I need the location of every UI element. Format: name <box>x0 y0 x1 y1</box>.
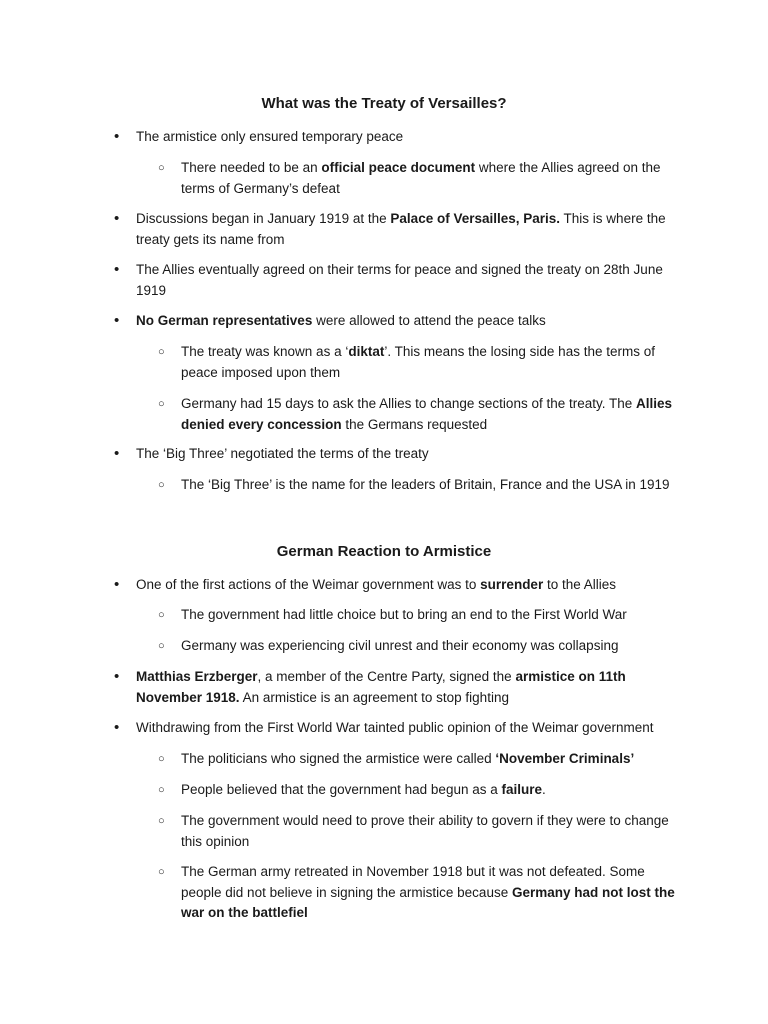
sub-bullet-item <box>158 862 686 924</box>
bold-text-run: surrender <box>480 577 544 592</box>
bullet-text <box>136 313 546 328</box>
sub-bullet-text <box>181 344 655 380</box>
sub-bullet-marker: ○ <box>158 479 165 491</box>
text-run: The armistice only ensured temporary peace <box>136 129 404 144</box>
sub-bullet-item <box>158 394 686 435</box>
sub-bullet-text <box>181 607 627 622</box>
text-run: , a member of the Centre Party, signed the <box>257 669 516 684</box>
bullet-item <box>114 575 691 596</box>
bold-text-run: ‘November Criminals’ <box>495 751 635 766</box>
sub-bullet-marker: ○ <box>158 784 165 796</box>
sub-bullet-marker: ○ <box>158 609 165 621</box>
bullet-marker: • <box>114 719 120 736</box>
sub-bullet-text <box>181 782 546 797</box>
text-run: An armistice is an agreement to stop fighting <box>239 689 509 705</box>
sub-bullet-item <box>158 342 686 383</box>
bold-text-run: armistice on 11th November 1918. <box>136 669 626 705</box>
bullet-item <box>114 209 691 250</box>
bold-text-run: failure <box>501 782 543 797</box>
sub-bullet-marker: ○ <box>158 640 165 652</box>
sub-bullet-text <box>181 160 661 196</box>
bullet-text <box>136 720 653 735</box>
text-run: The Allies eventually agreed on their terms for peace and signed the treaty on 28th June 1919 <box>136 262 663 298</box>
sub-bullet-marker: ○ <box>158 866 165 878</box>
sub-bullet-marker: ○ <box>158 398 165 410</box>
sub-bullet-marker: ○ <box>158 346 165 358</box>
text-run: Withdrawing from the First World War tainted public opinion of the Weimar government <box>136 720 654 735</box>
sub-bullet-item <box>158 749 686 770</box>
bullet-item <box>114 311 691 332</box>
sub-bullet-marker: ○ <box>158 753 165 765</box>
bullet-text <box>136 446 429 461</box>
text-run: The ‘Big Three’ is the name for the leaders of Britain, France and the USA in 1919 <box>181 477 670 492</box>
bold-text-run: Allies denied every concession <box>181 396 673 432</box>
bullet-marker: • <box>114 210 120 227</box>
text-run: The ‘Big Three’ negotiated the terms of the treaty <box>136 446 429 461</box>
bullet-item <box>114 667 691 708</box>
text-run: The government would need to prove their ability to govern if they were to change this opinion <box>181 813 669 849</box>
bold-text-run: official peace document <box>321 160 476 175</box>
sub-bullet-text <box>181 813 669 849</box>
bullet-marker: • <box>114 668 120 685</box>
text-run: There needed to be an <box>181 160 322 175</box>
sub-bullet-text <box>181 751 634 766</box>
text-run: The government had little choice but to bring an end to the First World War <box>181 607 627 622</box>
text-run: ’. This means the losing side has the terms of peace imposed upon them <box>181 344 655 380</box>
text-run: The treaty was known as a ‘ <box>181 344 349 359</box>
bold-text-run: Germany had not lost the war on the battlefiel <box>181 884 675 920</box>
text-run: One of the first actions of the Weimar government was to <box>136 577 481 592</box>
text-run: Discussions began in January 1919 at the <box>136 211 391 226</box>
sub-bullet-text <box>181 396 672 432</box>
bullet-text <box>136 577 616 592</box>
sub-bullet-item <box>158 158 686 199</box>
text-run: The German army retreated in November 1918 but it was not defeated. Some people did not believe in signing the armistice because <box>181 864 645 900</box>
bullet-marker: • <box>114 445 120 462</box>
bold-text-run: Matthias Erzberger <box>136 669 258 684</box>
text-run: Germany had 15 days to ask the Allies to change sections of the treaty. The <box>181 396 637 411</box>
bullet-item <box>114 718 691 739</box>
bullet-item <box>114 127 691 148</box>
sub-bullet-item <box>158 636 686 657</box>
bullet-item <box>114 260 691 301</box>
bold-text-run: diktat <box>348 344 385 359</box>
bullet-item <box>114 444 691 465</box>
text-run: to the Allies <box>543 577 616 592</box>
text-run: where the Allies agreed on the terms of Germany’s defeat <box>181 160 661 196</box>
bullet-marker: • <box>114 128 120 145</box>
bullet-marker: • <box>114 576 120 593</box>
bullet-text <box>136 669 626 705</box>
text-run: Germany was experiencing civil unrest and their economy was collapsing <box>181 638 619 653</box>
bullet-marker: • <box>114 312 120 329</box>
sub-bullet-item <box>158 811 686 852</box>
bold-text-run: Palace of Versailles, Paris. <box>390 211 561 226</box>
bullet-text <box>136 211 666 247</box>
sub-bullet-text <box>181 477 670 492</box>
sub-bullet-marker: ○ <box>158 815 165 827</box>
text-run: People believed that the government had begun as a <box>181 782 502 797</box>
bold-text-run: No German representatives <box>136 313 313 328</box>
text-run: . <box>542 782 546 797</box>
sub-bullet-item <box>158 475 686 496</box>
text-run: This is where the treaty gets its name from <box>136 211 666 247</box>
sub-bullet-item <box>158 605 686 626</box>
bullet-text <box>136 129 403 144</box>
section-title-treaty: What was the Treaty of Versailles? <box>261 95 507 112</box>
sub-bullet-item <box>158 780 686 801</box>
sub-bullet-text <box>181 864 675 920</box>
sub-bullet-text <box>181 638 618 653</box>
text-run: The politicians who signed the armistice were called <box>181 751 496 766</box>
text-run: the Germans requested <box>341 416 488 432</box>
bullet-marker: • <box>114 261 120 278</box>
bullet-text <box>136 262 663 298</box>
text-run: were allowed to attend the peace talks <box>312 313 546 328</box>
sub-bullet-marker: ○ <box>158 162 165 174</box>
section-title-armistice: German Reaction to Armistice <box>276 543 492 560</box>
